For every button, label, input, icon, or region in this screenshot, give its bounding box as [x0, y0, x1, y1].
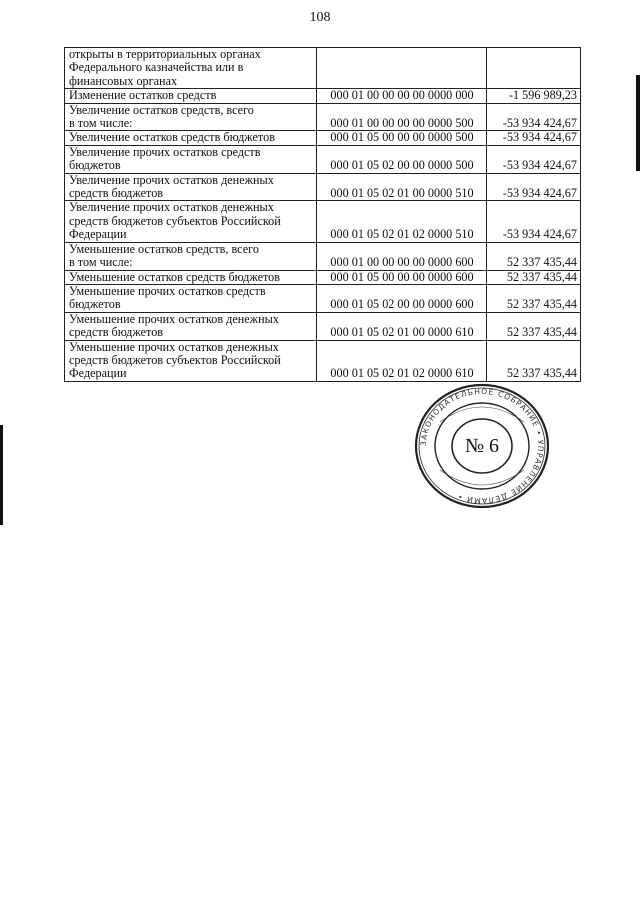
row-name-cell: [65, 312, 317, 340]
row-name-line: Уменьшение прочих остатков средств: [69, 283, 266, 298]
row-name-line: средств бюджетов субъектов Российской: [69, 213, 281, 228]
table-row: [65, 284, 581, 312]
table-row: [65, 48, 581, 89]
row-name-cell: [65, 270, 317, 284]
table-row: [65, 145, 581, 173]
page-number: 108: [309, 10, 331, 25]
row-name-line: средств бюджетов субъектов Российской: [69, 352, 281, 367]
row-code-cell: [317, 48, 487, 89]
row-code-cell: 000 01 00 00 00 00 0000 000: [317, 89, 487, 103]
row-name-line: Увеличение прочих остатков средств: [69, 144, 261, 159]
row-code-cell: 000 01 05 02 01 02 0000 510: [317, 201, 487, 242]
row-code-cell: 000 01 05 00 00 00 0000 500: [317, 131, 487, 145]
row-name-line: Уменьшение остатков средств бюджетов: [69, 269, 281, 284]
row-name-line: Уменьшение прочих остатков денежных: [69, 311, 279, 326]
row-name-line: в том числе:: [69, 116, 133, 131]
row-sum-cell: -53 934 424,67: [487, 201, 581, 242]
row-code-cell: 000 01 05 02 00 00 0000 600: [317, 284, 487, 312]
row-name-line: Увеличение прочих остатков денежных: [69, 200, 274, 215]
row-sum-cell: -53 934 424,67: [487, 131, 581, 145]
scan-edge-mark-right: [636, 75, 640, 171]
row-sum-cell: 52 337 435,44: [487, 270, 581, 284]
row-name-cell: [65, 145, 317, 173]
official-seal-stamp: [412, 382, 552, 510]
row-code-cell: 000 01 05 00 00 00 0000 600: [317, 270, 487, 284]
row-sum-cell: -53 934 424,67: [487, 145, 581, 173]
row-code-cell: 000 01 00 00 00 00 0000 600: [317, 242, 487, 270]
row-name-line: средств бюджетов: [69, 186, 164, 201]
row-name-cell: [65, 201, 317, 242]
row-name-line: Изменение остатков средств: [69, 88, 217, 103]
row-name-cell: [65, 242, 317, 270]
row-name-line: Федерации: [69, 227, 127, 242]
table-row: [65, 103, 581, 131]
table-row: [65, 201, 581, 242]
row-name-line: бюджетов: [69, 158, 121, 173]
seal-number-label: № 6: [464, 435, 500, 457]
row-name-line: Увеличение прочих остатков денежных: [69, 172, 274, 187]
row-sum-cell: 52 337 435,44: [487, 284, 581, 312]
row-name-cell: [65, 173, 317, 201]
row-name-line: Уменьшение прочих остатков денежных: [69, 339, 279, 354]
table-row: [65, 89, 581, 103]
row-name-line: бюджетов: [69, 297, 121, 312]
row-name-line: Федерации: [69, 366, 127, 381]
row-sum-cell: [487, 48, 581, 89]
row-name-cell: [65, 284, 317, 312]
row-sum-cell: -1 596 989,23: [487, 89, 581, 103]
row-name-line: Увеличение остатков средств, всего: [69, 102, 254, 117]
table-row: [65, 173, 581, 201]
table-row: [65, 312, 581, 340]
row-sum-cell: 52 337 435,44: [487, 340, 581, 381]
row-name-line: средств бюджетов: [69, 325, 164, 340]
row-name-line: финансовых органах: [69, 73, 178, 88]
row-code-cell: 000 01 05 02 01 00 0000 610: [317, 312, 487, 340]
table-row: [65, 340, 581, 381]
row-sum-cell: 52 337 435,44: [487, 242, 581, 270]
row-name-cell: [65, 48, 317, 89]
row-name-cell: [65, 89, 317, 103]
row-code-cell: 000 01 05 02 01 02 0000 610: [317, 340, 487, 381]
row-name-line: Увеличение остатков средств бюджетов: [69, 130, 275, 145]
table-row: [65, 242, 581, 270]
table-row: [65, 131, 581, 145]
row-name-cell: [65, 131, 317, 145]
row-name-cell: [65, 103, 317, 131]
svg-text:ЗАКОНОДАТЕЛЬНОЕ СОБРАНИЕ • УПР: ЗАКОНОДАТЕЛЬНОЕ СОБРАНИЕ • УПРАВЛЕНИЕ ДЕЛАМИ •: [418, 386, 546, 506]
sources-of-financing-table: [64, 47, 581, 382]
row-name-line: Федерального казначейства или в: [69, 60, 244, 75]
row-sum-cell: 52 337 435,44: [487, 312, 581, 340]
scan-edge-mark-left: [0, 425, 3, 525]
row-code-cell: 000 01 00 00 00 00 0000 500: [317, 103, 487, 131]
row-code-cell: 000 01 05 02 01 00 0000 510: [317, 173, 487, 201]
row-name-line: в том числе:: [69, 255, 133, 270]
table-row: [65, 270, 581, 284]
row-sum-cell: -53 934 424,67: [487, 173, 581, 201]
row-code-cell: 000 01 05 02 00 00 0000 500: [317, 145, 487, 173]
table-body: [65, 48, 581, 382]
row-name-cell: [65, 340, 317, 381]
row-sum-cell: -53 934 424,67: [487, 103, 581, 131]
row-name-line: открыты в территориальных органах: [69, 47, 261, 61]
row-name-line: Уменьшение остатков средств, всего: [69, 241, 259, 256]
